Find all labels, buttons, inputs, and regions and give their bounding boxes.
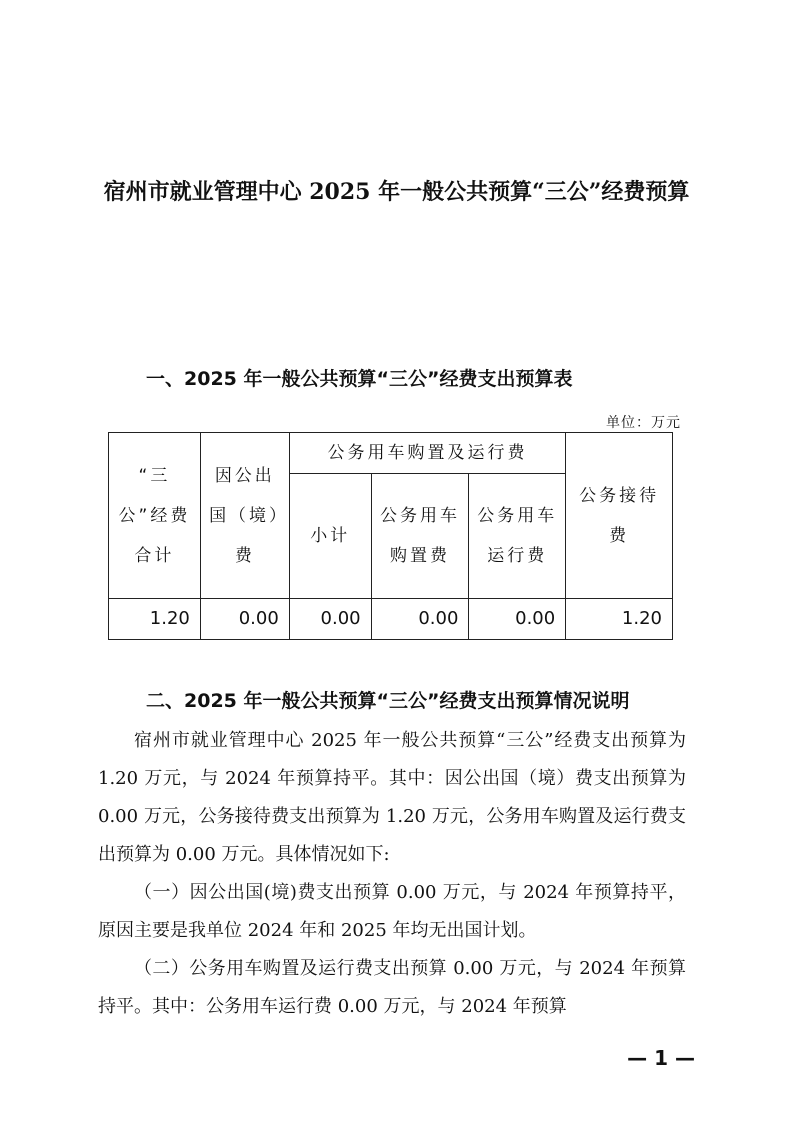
table-row — [109, 599, 673, 640]
paragraph-abroad: （一）因公出国(境)费支出预算 0.00 万元，与 2024 年预算持平，原因主要是我单位 2024 年和 2025 年均无出国计划。 — [98, 882, 686, 941]
value-subtotal: 0.00 — [289, 599, 371, 640]
value-vehicle-operation: 0.00 — [469, 599, 566, 640]
value-abroad: 0.00 — [200, 599, 289, 640]
header-subtotal: 小计 — [289, 474, 371, 599]
section-heading-1: 一、2025 年一般公共预算“三公”经费支出预算表 — [146, 368, 573, 390]
header-vehicle-purchase: 公务用车购置费 — [371, 474, 469, 599]
value-total: 1.20 — [109, 599, 201, 640]
header-vehicle-group: 公务用车购置及运行费 — [289, 433, 565, 474]
budget-table — [108, 432, 673, 640]
unit-label: 单位：万元 — [606, 415, 681, 431]
paragraph-summary: 宿州市就业管理中心 2025 年一般公共预算“三公”经费支出预算为 1.20 万元，与 2024 年预算持平。其中：因公出国（境）费支出预算为 0.00 万元，公务接待费支出预算为 1.20 万元，公务用车购置及运行费支出预算为 0.00 万元。具体情况如下: — [98, 730, 686, 865]
header-total: “三公”经费合计 — [109, 433, 201, 599]
section-heading-2: 二、2025 年一般公共预算“三公”经费支出预算情况说明 — [146, 690, 630, 712]
paragraph-vehicle: （二）公务用车购置及运行费支出预算 0.00 万元，与 2024 年预算持平。其中：公务用车运行费 0.00 万元，与 2024 年预算 — [98, 958, 686, 1017]
document-title: 宿州市就业管理中心 2025 年一般公共预算“三公”经费预算 — [103, 179, 690, 205]
page-number: — 1 — — [627, 1046, 695, 1070]
header-abroad: 因公出国（境）费 — [200, 433, 289, 599]
header-vehicle-operation: 公务用车运行费 — [469, 474, 566, 599]
value-vehicle-purchase: 0.00 — [371, 599, 469, 640]
value-reception: 1.20 — [566, 599, 673, 640]
table-header-row — [109, 433, 673, 474]
header-reception: 公务接待费 — [566, 433, 673, 599]
